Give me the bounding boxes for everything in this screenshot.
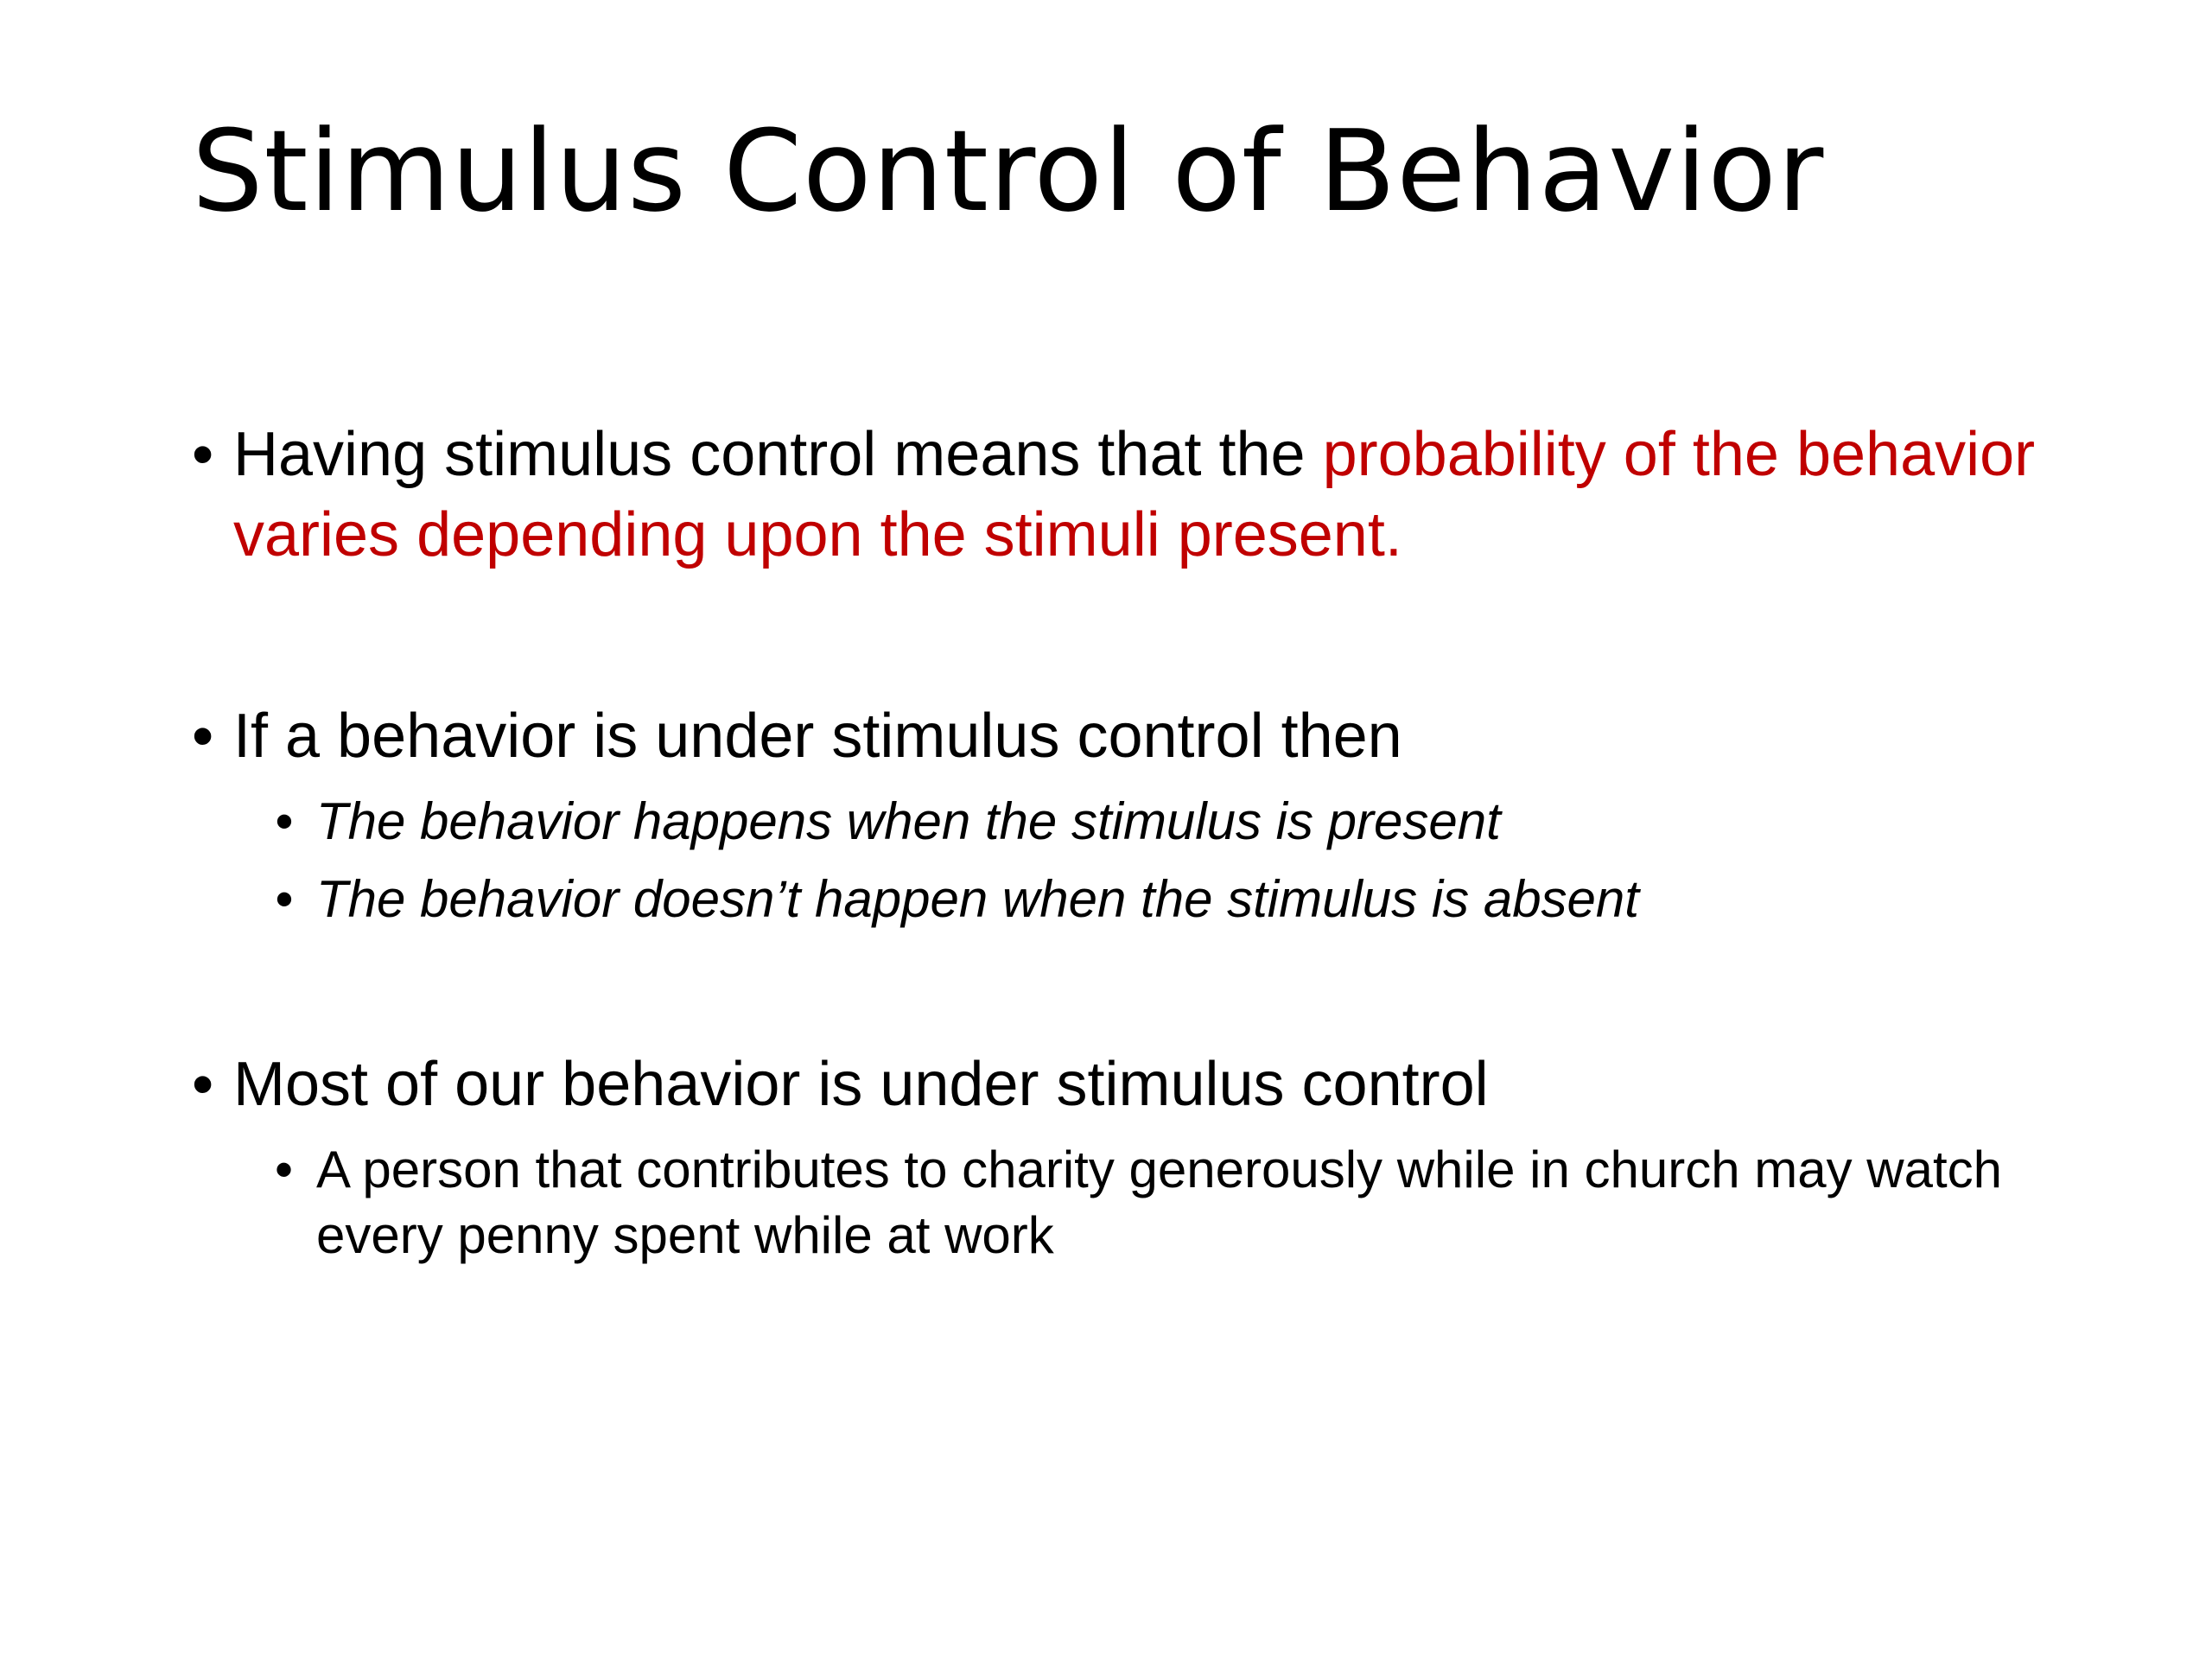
slide-title: Stimulus Control of Behavior: [192, 105, 1825, 237]
subbullet-charity-example: • A person that contributes to charity generously while in church may watch every penny spent while at work: [275, 1137, 2058, 1268]
bullet-highlight-text: probability of the behavior varies depending upon the stimuli present.: [233, 420, 2036, 569]
subbullet-stimulus-absent: • The behavior doesn’t happen when the stimulus is absent: [275, 867, 2058, 932]
slide-content: [192, 415, 2058, 1268]
bullet-most-behavior: • Most of our behavior is under stimulus control: [192, 1045, 2058, 1125]
bullet-stimulus-control-definition: [192, 415, 2058, 575]
bullet-text: Having stimulus control means that the: [233, 420, 1323, 489]
bullet-under-stimulus-control: • If a behavior is under stimulus control then: [192, 696, 2058, 777]
subbullet-stimulus-present: • The behavior happens when the stimulus is present: [275, 789, 2058, 855]
